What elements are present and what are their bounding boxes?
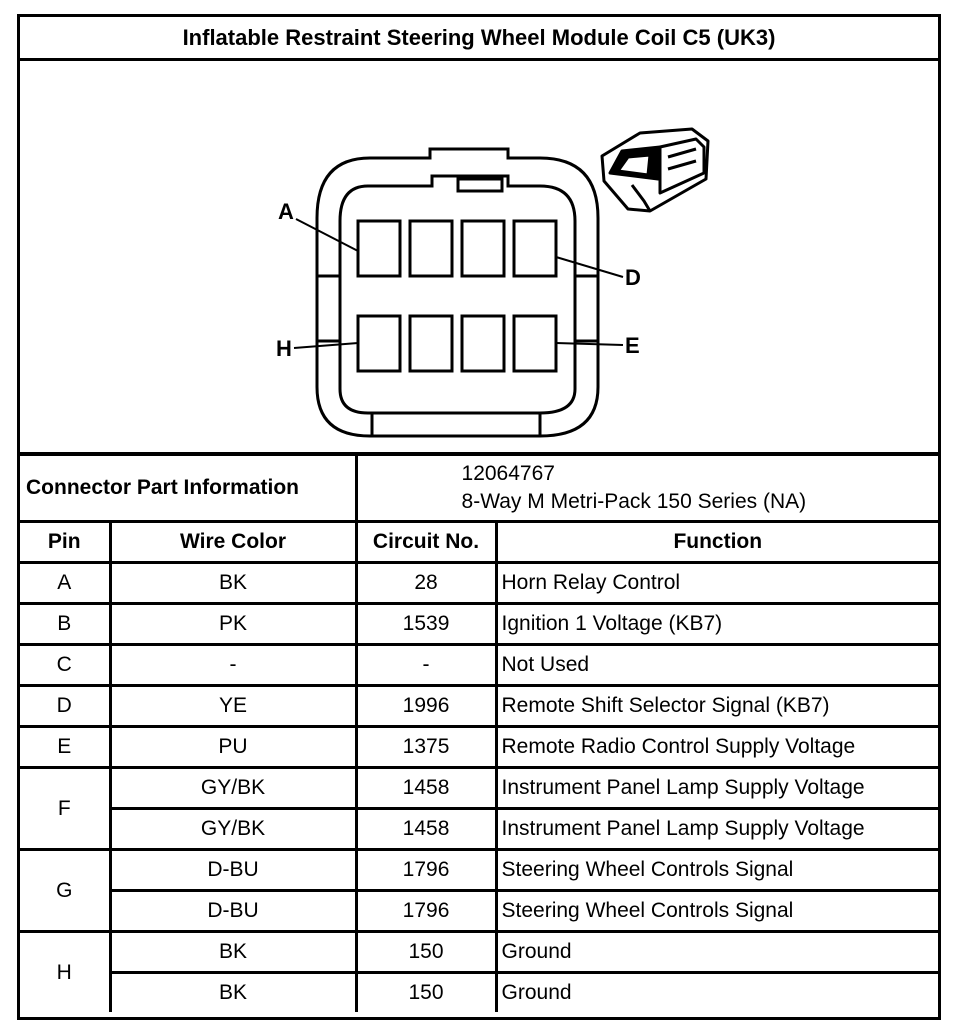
- table-row: [20, 850, 938, 891]
- circuit-cell: 1458: [356, 809, 496, 850]
- function-cell: Ground: [496, 932, 938, 973]
- table-row: [20, 604, 938, 645]
- connector-description: 8-Way M Metri-Pack 150 Series (NA): [461, 490, 807, 513]
- circuit-cell: 1796: [356, 850, 496, 891]
- function-cell: Instrument Panel Lamp Supply Voltage: [496, 768, 938, 809]
- function-cell: Not Used: [496, 645, 938, 686]
- cavity-g: [410, 316, 452, 371]
- wire-color-cell: -: [110, 645, 356, 686]
- connector-thumbnail: [602, 129, 708, 211]
- circuit-cell: 1796: [356, 891, 496, 932]
- wire-color-cell: PK: [110, 604, 356, 645]
- pin-label-a: A: [278, 199, 294, 224]
- header-row: [20, 522, 938, 563]
- table-row: [20, 973, 938, 1013]
- cavity-a: [358, 221, 400, 276]
- connector-housing-inner: [340, 176, 575, 413]
- pin-cell: E: [20, 727, 110, 768]
- cavity-f: [462, 316, 504, 371]
- function-cell: Steering Wheel Controls Signal: [496, 891, 938, 932]
- cavity-c: [462, 221, 504, 276]
- pin-cell: F: [20, 768, 110, 850]
- cavity-b: [410, 221, 452, 276]
- wire-color-cell: D-BU: [110, 850, 356, 891]
- cavity-h: [358, 316, 400, 371]
- pin-label-d: D: [625, 265, 641, 290]
- table-row: [20, 932, 938, 973]
- pin-cell: A: [20, 563, 110, 604]
- pin-cell: B: [20, 604, 110, 645]
- wire-color-cell: BK: [110, 932, 356, 973]
- circuit-cell: -: [356, 645, 496, 686]
- header-function: Function: [496, 522, 938, 563]
- circuit-cell: 150: [356, 932, 496, 973]
- table-row: [20, 891, 938, 932]
- connector-sheet: [17, 14, 941, 1020]
- circuit-cell: 28: [356, 563, 496, 604]
- header-circuit: Circuit No.: [356, 522, 496, 563]
- circuit-cell: 1458: [356, 768, 496, 809]
- function-cell: Ground: [496, 973, 938, 1013]
- function-cell: Instrument Panel Lamp Supply Voltage: [496, 809, 938, 850]
- function-cell: Remote Radio Control Supply Voltage: [496, 727, 938, 768]
- wire-color-cell: YE: [110, 686, 356, 727]
- table-row: [20, 768, 938, 809]
- connector-info-row: [20, 454, 938, 522]
- wire-color-cell: GY/BK: [110, 768, 356, 809]
- table-row: [20, 809, 938, 850]
- function-cell: Horn Relay Control: [496, 563, 938, 604]
- wire-color-cell: GY/BK: [110, 809, 356, 850]
- pin-cell: G: [20, 850, 110, 932]
- circuit-cell: 1375: [356, 727, 496, 768]
- function-cell: Remote Shift Selector Signal (KB7): [496, 686, 938, 727]
- connector-info-label: Connector Part Information: [20, 454, 356, 522]
- wire-color-cell: BK: [110, 973, 356, 1013]
- table-row: [20, 686, 938, 727]
- wire-color-cell: BK: [110, 563, 356, 604]
- table-row: [20, 645, 938, 686]
- cavity-e: [514, 316, 556, 371]
- pin-label-e: E: [625, 333, 640, 358]
- table-row: [20, 563, 938, 604]
- circuit-cell: 1539: [356, 604, 496, 645]
- wire-color-cell: PU: [110, 727, 356, 768]
- connector-face-drawing: [20, 61, 938, 455]
- wire-color-cell: D-BU: [110, 891, 356, 932]
- cavity-d: [514, 221, 556, 276]
- header-pin: Pin: [20, 522, 110, 563]
- pinout-table: [20, 452, 938, 1012]
- circuit-cell: 1996: [356, 686, 496, 727]
- header-wire-color: Wire Color: [110, 522, 356, 563]
- pin-label-h: H: [276, 336, 292, 361]
- table-row: [20, 727, 938, 768]
- function-cell: Ignition 1 Voltage (KB7): [496, 604, 938, 645]
- pin-cell: H: [20, 932, 110, 1013]
- pin-cell: D: [20, 686, 110, 727]
- pin-cell: C: [20, 645, 110, 686]
- connector-part-number: 12064767: [461, 462, 555, 485]
- latch-tab: [458, 179, 502, 191]
- connector-info-value: [356, 454, 938, 522]
- page-title: Inflatable Restraint Steering Wheel Module Coil C5 (UK3): [20, 17, 938, 61]
- connector-diagram: [20, 61, 938, 455]
- circuit-cell: 150: [356, 973, 496, 1013]
- function-cell: Steering Wheel Controls Signal: [496, 850, 938, 891]
